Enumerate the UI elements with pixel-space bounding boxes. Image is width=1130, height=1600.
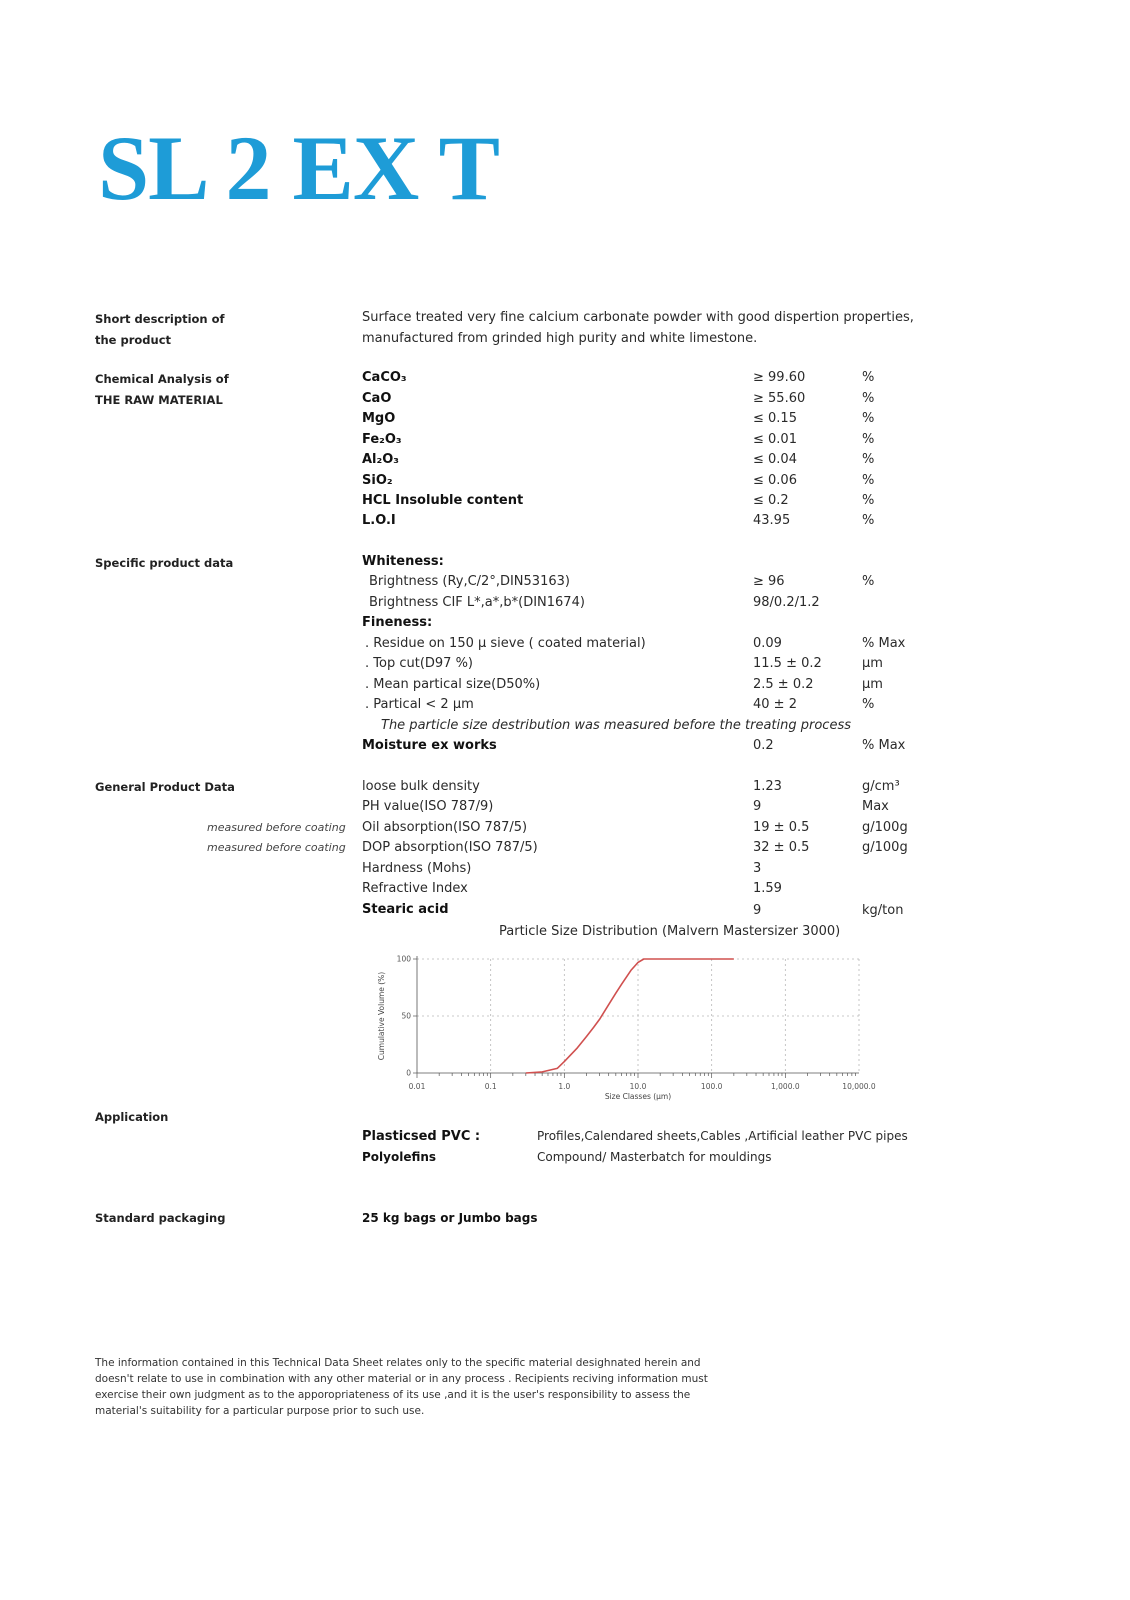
general-unit: Max: [862, 799, 889, 814]
chart-y-axis-label: Cumulative Volume (%): [377, 971, 386, 1061]
chart-x-tick-label: 10,000.0: [842, 1082, 876, 1091]
chemical-analysis-label-1: Chemical Analysis of: [95, 372, 229, 386]
fineness-unit: % Max: [862, 636, 906, 651]
chem-unit: %: [862, 513, 875, 528]
fineness-value: 2.5 ± 0.2: [753, 677, 814, 692]
application-value: Profiles,Calendared sheets,Cables ,Artificial leather PVC pipes: [537, 1129, 908, 1143]
chem-name: Al₂O₃: [362, 452, 399, 467]
fineness-value: 11.5 ± 0.2: [753, 656, 822, 671]
general-product-label: General Product Data: [95, 780, 235, 794]
general-name: Refractive Index: [362, 881, 468, 896]
general-value: 19 ± 0.5: [753, 820, 810, 835]
general-unit: g/100g: [862, 820, 908, 835]
fineness-value: 40 ± 2: [753, 697, 797, 712]
chem-unit: %: [862, 391, 875, 406]
application-name: Polyolefins: [362, 1150, 437, 1164]
chart-x-axis-label: Size Classes (µm): [604, 1092, 672, 1101]
chart-x-tick-label: 0.1: [484, 1082, 497, 1091]
brightness-cif-value: 98/0.2/1.2: [753, 595, 820, 610]
stearic-acid-name: Stearic acid: [362, 902, 449, 917]
brightness-unit: %: [862, 574, 875, 589]
stearic-acid-value: 9: [753, 903, 762, 918]
chem-name: HCL Insoluble content: [362, 493, 524, 508]
chart-x-tick-label: 1.0: [558, 1082, 571, 1091]
chem-value: 43.95: [753, 513, 791, 528]
application-name: Plasticsed PVC :: [362, 1129, 481, 1144]
general-name: PH value(ISO 787/9): [362, 799, 494, 814]
standard-packaging-label: Standard packaging: [95, 1211, 226, 1225]
measured-before-coating-note: measured before coating: [207, 841, 346, 854]
particle-size-chart: [370, 946, 900, 1116]
fineness-unit: %: [862, 697, 875, 712]
chart-y-tick-label: 0: [406, 1068, 411, 1078]
brightness-cif-name: Brightness CIF L*,a*,b*(DIN1674): [369, 595, 585, 610]
chem-name: CaO: [362, 391, 392, 406]
application-label: Application: [95, 1110, 169, 1124]
chem-value: ≤ 0.06: [753, 473, 797, 488]
chart-x-tick-label: 10.0: [629, 1082, 647, 1091]
general-value: 32 ± 0.5: [753, 840, 810, 855]
fineness-name: . Mean partical size(D50%): [365, 677, 541, 692]
chart-x-tick-label: 100.0: [700, 1082, 723, 1091]
general-name: Hardness (Mohs): [362, 861, 472, 876]
brightness-value: ≥ 96: [753, 574, 785, 589]
chart-y-tick-label: 50: [401, 1011, 411, 1021]
general-value: 9: [753, 799, 762, 814]
chem-name: L.O.I: [362, 513, 396, 528]
general-value: 3: [753, 861, 762, 876]
measured-before-coating-note: measured before coating: [207, 821, 346, 834]
chem-value: ≥ 99.60: [753, 370, 806, 385]
chart-title: Particle Size Distribution (Malvern Mastersizer 3000): [499, 924, 841, 939]
general-unit: g/cm³: [862, 779, 900, 794]
fineness-unit: µm: [862, 677, 883, 692]
chem-name: CaCO₃: [362, 370, 407, 385]
general-unit: g/100g: [862, 840, 908, 855]
moisture-name: Moisture ex works: [362, 738, 497, 753]
fineness-heading: Fineness:: [362, 615, 433, 630]
chemical-analysis-label-2: THE RAW MATERIAL: [95, 393, 223, 407]
short-description-text-2: manufactured from grinded high purity and white limestone.: [362, 331, 758, 346]
fineness-unit: µm: [862, 656, 883, 671]
specific-product-label: Specific product data: [95, 556, 234, 570]
chem-value: ≤ 0.04: [753, 452, 797, 467]
application-value: Compound/ Masterbatch for mouldings: [537, 1150, 772, 1164]
general-name: loose bulk density: [362, 779, 480, 794]
stearic-acid-unit: kg/ton: [862, 903, 904, 918]
disclaimer-text: The information contained in this Technical Data Sheet relates only to the specific material desighnated herein and doesn't relate to use in combination with any other material or in any process . Recipients reciving information must exercise their own judgment as to the apporopriateness of its use ,and it is the user's responsibility to assess the material's suitability for a particular purpose prior to such use.: [95, 1357, 708, 1417]
chem-unit: %: [862, 370, 875, 385]
product-title: SL 2 EX T: [98, 117, 499, 219]
general-value: 1.23: [753, 779, 782, 794]
chart-x-tick-label: 0.01: [408, 1082, 426, 1091]
chem-unit: %: [862, 452, 875, 467]
chart-x-tick-label: 1,000.0: [771, 1082, 800, 1091]
chem-value: ≥ 55.60: [753, 391, 806, 406]
moisture-value: 0.2: [753, 738, 774, 753]
chart-y-tick-label: 100: [396, 954, 411, 964]
fineness-name: . Partical < 2 µm: [365, 697, 474, 712]
fineness-name: . Top cut(D97 %): [365, 656, 473, 671]
whiteness-heading: Whiteness:: [362, 554, 444, 569]
chem-value: ≤ 0.01: [753, 432, 797, 447]
chem-name: Fe₂O₃: [362, 432, 402, 447]
general-name: DOP absorption(ISO 787/5): [362, 840, 538, 855]
chem-value: ≤ 0.15: [753, 411, 797, 426]
psd-measurement-note: The particle size destribution was measured before the treating process: [381, 718, 851, 733]
chem-unit: %: [862, 493, 875, 508]
general-value: 1.59: [753, 881, 782, 896]
chem-name: MgO: [362, 411, 396, 426]
moisture-unit: % Max: [862, 738, 906, 753]
general-name: Oil absorption(ISO 787/5): [362, 820, 528, 835]
short-description-text-1: Surface treated very fine calcium carbonate powder with good dispertion properties,: [362, 310, 914, 325]
fineness-name: . Residue on 150 µ sieve ( coated material): [365, 636, 646, 651]
chem-name: SiO₂: [362, 473, 393, 488]
chem-unit: %: [862, 432, 875, 447]
standard-packaging-value: 25 kg bags or Jumbo bags: [362, 1211, 538, 1225]
short-description-label-1: Short description of: [95, 312, 225, 326]
chem-unit: %: [862, 473, 875, 488]
fineness-value: 0.09: [753, 636, 782, 651]
short-description-label-2: the product: [95, 333, 172, 347]
chem-value: ≤ 0.2: [753, 493, 789, 508]
brightness-name: Brightness (Ry,C/2°,DIN53163): [369, 574, 570, 589]
chem-unit: %: [862, 411, 875, 426]
